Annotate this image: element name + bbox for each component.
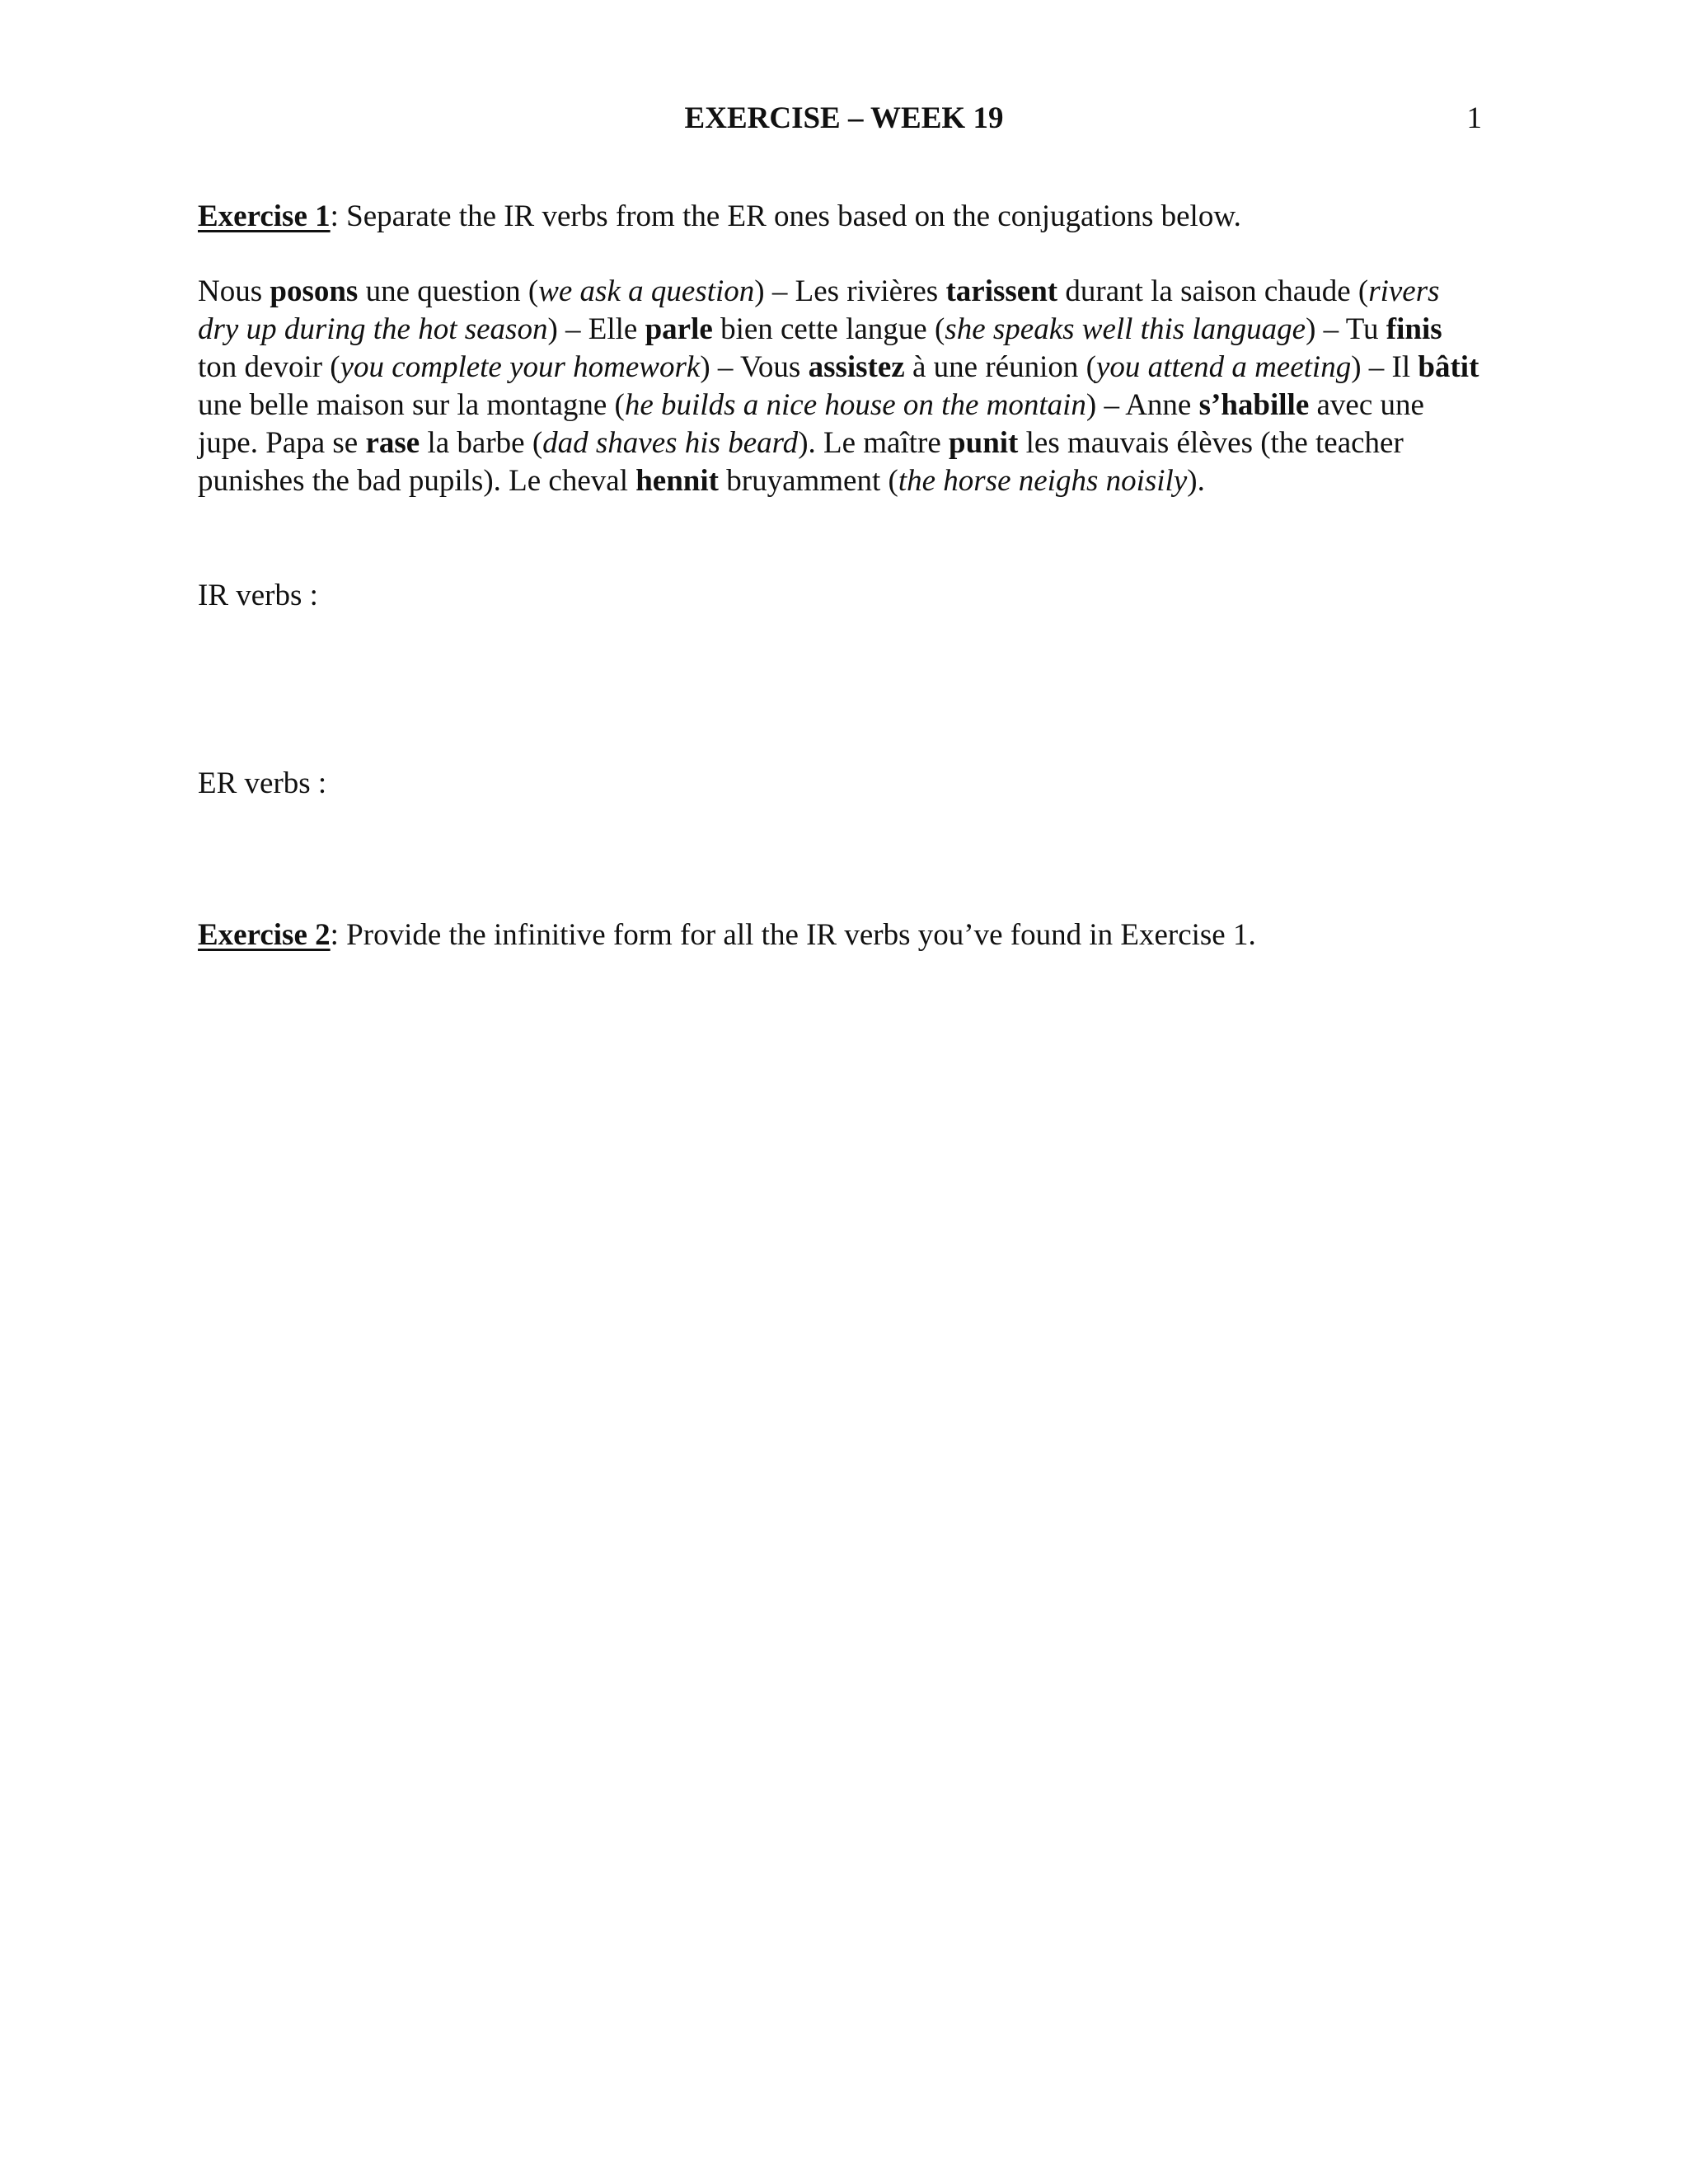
verb-highlight: tarissent [945,274,1058,308]
translation-text: dad shaves his beard [542,426,799,460]
verb-highlight: parle [645,312,713,346]
exercise-2-instruction-text: : Provide the infinitive form for all the IR verbs you’ve found in Exercise 1. [330,918,1256,952]
passage-text: ). [1187,464,1205,498]
passage-text: ton devoir ( [198,350,340,384]
exercise-2-label: Exercise 2 [198,918,331,952]
passage-text: ) – Vous [700,350,809,384]
translation-text: rivers dry up during the hot season [198,274,1440,346]
exercise-1-passage [198,273,1484,500]
page-title: EXERCISE – WEEK 19 [684,101,1004,135]
passage-text: ) – Il [1351,350,1418,384]
verb-highlight: rase [365,426,420,460]
passage-text: une question ( [358,274,539,308]
translation-text: we ask a question [538,274,755,308]
verb-highlight: punit [949,426,1019,460]
passage-text: la barbe ( [420,426,543,460]
translation-text: the horse neighs noisily [898,464,1188,498]
exercise-1-label: Exercise 1 [198,199,331,233]
passage-text: ) – Elle [547,312,645,346]
passage-text: à une réunion ( [904,350,1096,384]
passage-text: Nous [198,274,270,308]
verb-highlight: posons [270,274,359,308]
translation-text: she speaks well this language [945,312,1306,346]
passage-text: ) – Tu [1306,312,1386,346]
passage-text: une belle maison sur la montagne ( [198,388,625,422]
verb-highlight: hennit [635,464,719,498]
ir-verbs-label: IR verbs : [198,579,318,612]
exercise-1-instruction [198,198,1484,236]
passage-text: avec une jupe. Papa se [198,388,1424,460]
passage-text: ) – Les rivières [754,274,946,308]
translation-text: you complete your homework [340,350,701,384]
page-number: 1 [1466,101,1482,135]
verb-highlight: finis [1386,312,1442,346]
verb-highlight: s’habille [1198,388,1310,422]
passage-text: les mauvais élèves (the teacher punishes the bad pupils). Le cheval [198,426,1404,498]
translation-text: you attend a meeting [1095,350,1352,384]
passage-text: bruyamment ( [719,464,898,498]
exercise-2-instruction [198,916,1484,954]
translation-text: he builds a nice house on the montain [624,388,1086,422]
passage-text: ). Le maître [798,426,950,460]
er-verbs-label: ER verbs : [198,766,327,800]
exercise-1-instruction-text: : Separate the IR verbs from the ER ones based on the conjugations below. [330,199,1241,233]
verb-highlight: assistez [808,350,905,384]
passage-text: durant la saison chaude ( [1057,274,1369,308]
verb-highlight: bâtit [1418,350,1479,384]
passage-text: ) – Anne [1085,388,1199,422]
passage-text: bien cette langue ( [712,312,945,346]
